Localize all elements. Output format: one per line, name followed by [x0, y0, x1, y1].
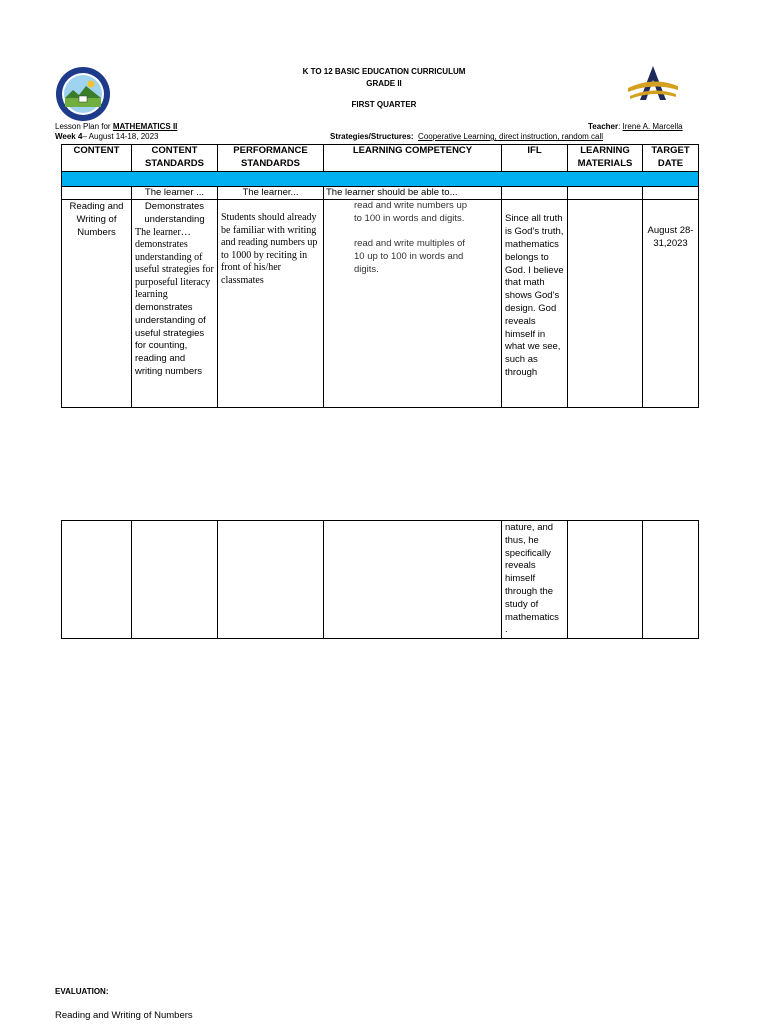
row-performance-standards: Students should already be familiar with writing and reading numbers up to 1000 by reciting in front of his/her classmates — [218, 200, 324, 408]
header-ifl: IFL — [502, 145, 568, 172]
lesson-plan-prefix: Lesson Plan for — [55, 122, 113, 131]
row-content: Reading and Writing of Numbers — [62, 200, 132, 408]
table-row — [62, 521, 699, 639]
grade-label: GRADE II — [366, 79, 402, 88]
strategies-label: Strategies/Structures: — [330, 132, 414, 141]
header-content-standards: CONTENT STANDARDS — [132, 145, 218, 172]
subject-name: MATHEMATICS II — [112, 122, 178, 131]
blue-band-row — [62, 171, 699, 186]
quarter-label: FIRST QUARTER — [351, 100, 417, 109]
strategies-text: Cooperative Learning, direct instruction, random call — [418, 132, 604, 141]
header-learning-materials: LEARNING MATERIALS — [568, 145, 643, 172]
row-content-standards: Demonstrates understanding The learner… demonstrates understanding of useful strategies for purposeful literacy learning demonstrates understanding of useful strategies for counting, reading and writing numbers — [132, 200, 218, 408]
row-learning-competency: read and write numbers up to 100 in words and digits. read and write multiples of 10 up to 100 in words and digits. — [324, 200, 502, 408]
intro-content-standards: The learner ... — [132, 186, 218, 200]
intro-learning-competency: The learner should be able to... — [324, 186, 502, 200]
strategies-line — [330, 132, 603, 141]
table-row — [62, 200, 699, 408]
teacher-label: Teacher — [588, 122, 619, 131]
curriculum-title: K TO 12 BASIC EDUCATION CURRICULUM — [302, 67, 466, 76]
week-dates: – August 14-18, 2023 — [82, 132, 159, 141]
evaluation-text: Reading and Writing of Numbers — [55, 1010, 193, 1021]
row-ifl: Since all truth is God’s truth, mathematics belongs to God. I believe that math shows God’s design. God reveals himself in what we see, such as through — [502, 200, 568, 408]
week-line — [55, 132, 159, 141]
lesson-plan-table — [61, 144, 699, 408]
lesson-plan-line — [55, 122, 177, 131]
week-label: Week 4 — [55, 132, 83, 141]
teacher-line: Teacher: Irene A. Marcella — [588, 122, 683, 131]
table-header-row — [62, 145, 699, 172]
intro-performance-standards: The learner... — [218, 186, 324, 200]
header-target-date: TARGET DATE — [643, 145, 699, 172]
header-performance-standards: PERFORMANCE STANDARDS — [218, 145, 324, 172]
header-content: CONTENT — [62, 145, 132, 172]
evaluation-label: EVALUATION: — [55, 987, 109, 996]
row-target-date: August 28-31,2023 — [643, 200, 699, 408]
header-learning-competency: LEARNING COMPETENCY — [324, 145, 502, 172]
lesson-plan-table-continued — [61, 520, 699, 639]
teacher-name: Irene A. Marcella — [622, 122, 683, 131]
intro-row — [62, 186, 699, 200]
row-ifl-continued: nature, and thus, he specifically reveals himself through the study of mathematics . — [502, 521, 568, 639]
